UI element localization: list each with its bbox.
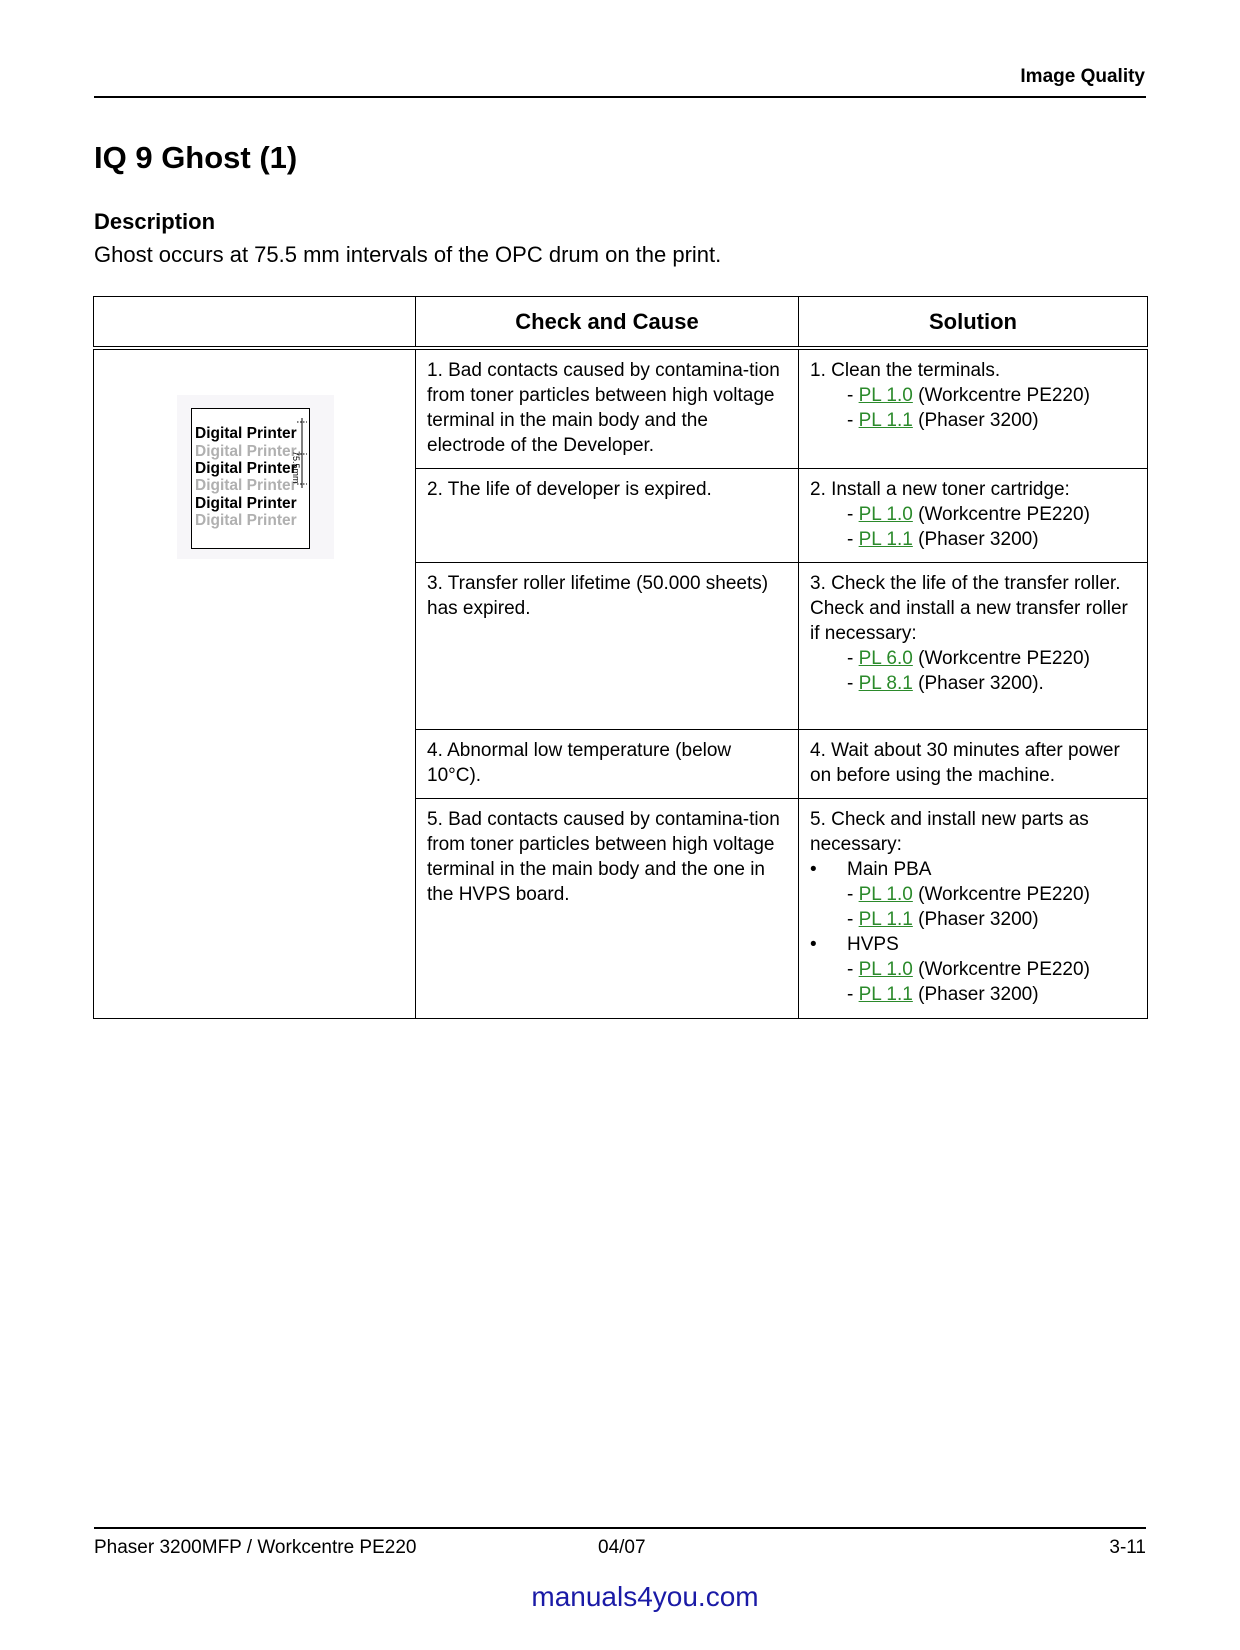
cause-cell: 3. Transfer roller lifetime (50.000 sheets) has expired. xyxy=(416,562,799,729)
part-list-ref: - PL 1.1 (Phaser 3200) xyxy=(847,409,1039,431)
description-heading: Description xyxy=(94,209,216,234)
cause-cell: 5. Bad contacts caused by contamina-tion from toner particles between high voltage terminal in the main body and the one in the HVPS board. xyxy=(416,798,799,1018)
sample-line-ghost: Digital Printer xyxy=(195,476,297,494)
footer-page-number: 3-11 xyxy=(1109,1537,1146,1558)
part-list-ref: - PL 1.1 (Phaser 3200) xyxy=(847,908,1039,930)
footer-product: Phaser 3200MFP / Workcentre PE220 xyxy=(94,1537,417,1558)
table-row xyxy=(94,348,1148,469)
part-list-ref: - PL 1.0 (Workcentre PE220) xyxy=(847,883,1090,905)
bullet-marker: • xyxy=(810,933,817,955)
footer-divider xyxy=(94,1527,1146,1529)
solution-cell xyxy=(799,798,1148,1018)
solution-cell xyxy=(799,562,1148,729)
description-text: Ghost occurs at 75.5 mm intervals of the OPC drum on the print. xyxy=(94,242,722,267)
sample-line-ghost: Digital Printer xyxy=(195,442,297,460)
solution-cell xyxy=(799,729,1148,798)
section-header: Image Quality xyxy=(1020,66,1145,87)
part-list-model: (Phaser 3200) xyxy=(912,983,1039,1005)
solution-cell xyxy=(799,348,1148,469)
part-list-ref: - PL 1.1 (Phaser 3200) xyxy=(847,983,1039,1005)
cause-cell: 2. The life of developer is expired. xyxy=(416,468,799,562)
cause-cell: 4. Abnormal low temperature (below 10°C). xyxy=(416,729,799,798)
part-list-link[interactable]: PL 1.1 xyxy=(858,983,913,1005)
dimension-label: 75.5mm xyxy=(291,450,301,484)
part-list-ref: - PL 6.0 (Workcentre PE220) xyxy=(847,647,1090,669)
part-list-ref: - PL 1.0 (Workcentre PE220) xyxy=(847,384,1090,406)
sample-line-dark: Digital Printer xyxy=(195,424,297,442)
solution-intro: 3. Check the life of the transfer roller. xyxy=(810,572,1121,594)
bullet-label: HVPS xyxy=(847,933,899,955)
part-list-model: (Workcentre PE220) xyxy=(912,958,1090,980)
solution-cell xyxy=(799,468,1148,562)
solution-intro: 4. Wait about 30 minutes after power on before using the machine. xyxy=(810,739,1120,786)
part-list-link[interactable]: PL 6.0 xyxy=(858,647,913,669)
header-divider xyxy=(94,96,1146,98)
part-list-link[interactable]: PL 8.1 xyxy=(858,672,913,694)
sample-line-dark: Digital Printer xyxy=(195,494,297,512)
solution-intro: 5. Check and install new parts as necessary: xyxy=(810,808,1089,855)
ghost-figure-cell xyxy=(94,348,416,1019)
cause-cell: 1. Bad contacts caused by contamina-tion from toner particles between high voltage terminal in the main body and the electrode of the Developer. xyxy=(416,348,799,469)
part-list-model: (Phaser 3200) xyxy=(912,409,1039,431)
part-list-model: (Phaser 3200) xyxy=(912,528,1039,550)
header-check-and-cause: Check and Cause xyxy=(416,297,799,348)
sample-line-dark: Digital Printer xyxy=(195,459,297,477)
solution-intro: 1. Clean the terminals. xyxy=(810,359,1001,381)
part-list-link[interactable]: PL 1.0 xyxy=(858,503,913,525)
bullet-item-hvps xyxy=(810,932,1136,957)
part-list-link[interactable]: PL 1.0 xyxy=(858,384,913,406)
part-list-model: (Workcentre PE220) xyxy=(912,647,1090,669)
watermark-link[interactable]: manuals4you.com xyxy=(531,1581,759,1612)
part-list-ref: - PL 1.0 (Workcentre PE220) xyxy=(847,958,1090,980)
part-list-ref: - PL 1.0 (Workcentre PE220) xyxy=(847,503,1090,525)
part-list-link[interactable]: PL 1.0 xyxy=(858,958,913,980)
part-list-link[interactable]: PL 1.1 xyxy=(858,409,913,431)
bullet-label: Main PBA xyxy=(847,858,932,880)
solution-intro-secondary: Check and install a new transfer roller if necessary: xyxy=(810,597,1128,644)
part-list-link[interactable]: PL 1.1 xyxy=(858,908,913,930)
bullet-item-main-pba xyxy=(810,857,1136,882)
part-list-model: (Workcentre PE220) xyxy=(912,503,1090,525)
ghost-sample-image xyxy=(177,395,334,559)
part-list-model: (Phaser 3200). xyxy=(912,672,1044,694)
bullet-marker: • xyxy=(810,858,817,880)
troubleshooting-table xyxy=(93,296,1148,1019)
part-list-link[interactable]: PL 1.1 xyxy=(858,528,913,550)
part-list-model: (Workcentre PE220) xyxy=(912,384,1090,406)
header-blank xyxy=(94,297,416,348)
part-list-link[interactable]: PL 1.0 xyxy=(858,883,913,905)
solution-intro: 2. Install a new toner cartridge: xyxy=(810,478,1070,500)
footer-date: 04/07 xyxy=(598,1537,646,1558)
part-list-model: (Phaser 3200) xyxy=(912,908,1039,930)
part-list-ref: - PL 1.1 (Phaser 3200) xyxy=(847,528,1039,550)
header-solution: Solution xyxy=(799,297,1148,348)
page-title: IQ 9 Ghost (1) xyxy=(94,140,298,175)
sample-line-ghost: Digital Printer xyxy=(195,511,297,529)
part-list-model: (Workcentre PE220) xyxy=(912,883,1090,905)
table-header-row xyxy=(94,297,1148,348)
part-list-ref: - PL 8.1 (Phaser 3200). xyxy=(847,672,1044,694)
